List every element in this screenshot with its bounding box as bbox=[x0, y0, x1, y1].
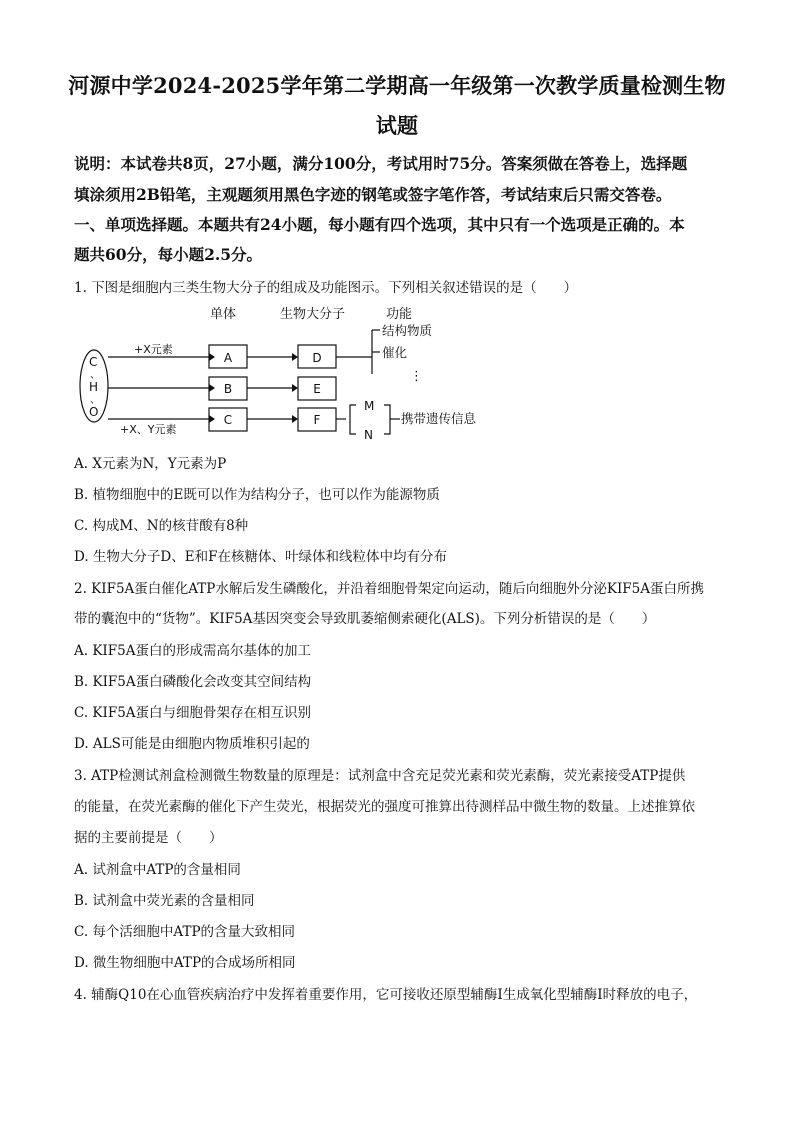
box-a-label: A bbox=[223, 351, 233, 365]
q2-option-a: A. KIF5A蛋白的形成需高尔基体的加工 bbox=[74, 643, 311, 659]
q2-option-d: D. ALS可能是由细胞内物质堆积引起的 bbox=[74, 736, 310, 752]
q3-option-d: D. 微生物细胞中ATP的合成场所相同 bbox=[74, 955, 296, 971]
element-sep1: 、 bbox=[90, 370, 100, 381]
q3-option-a: A. 试剂盒中ATP的含量相同 bbox=[74, 862, 241, 878]
q3-option-b: B. 试剂盒中荧光素的含量相同 bbox=[74, 893, 255, 909]
element-h: H bbox=[89, 380, 99, 394]
q1-option-b: B. 植物细胞中的E既可以作为结构分子，也可以作为能源物质 bbox=[74, 487, 440, 503]
label-plus-x: +X元素 bbox=[134, 343, 173, 356]
q3-option-c: C. 每个活细胞中ATP的含量大致相同 bbox=[74, 924, 296, 940]
exam-title-line2: 试题 bbox=[375, 113, 419, 138]
instructions-line2: 填涂须用2B铅笔，主观题须用黑色字迹的钢笔或签字笔作答，考试结束后只需交答卷。 bbox=[74, 185, 672, 204]
box-b-label: B bbox=[223, 382, 233, 396]
box-f-label: F bbox=[313, 413, 321, 427]
box-e-label: E bbox=[313, 382, 321, 396]
section-heading-line1: 一、单项选择题。本题共有24小题，每小题有四个选项，其中只有一个选项是正确的。本 bbox=[74, 215, 685, 234]
q2-option-c: C. KIF5A蛋白与细胞骨架存在相互识别 bbox=[74, 705, 312, 721]
q1-option-d: D. 生物大分子D、E和F在核糖体、叶绿体和线粒体中均有分布 bbox=[74, 549, 447, 565]
element-o: O bbox=[89, 405, 99, 419]
question-1-stem: 1. 下图是细胞内三类生物大分子的组成及功能图示。下列相关叙述错误的是（ ） bbox=[74, 280, 578, 296]
element-sep2: 、 bbox=[90, 395, 100, 406]
question-3-stem-line2: 的能量，在荧光素酶的催化下产生荧光，根据荧光的强度可推算出待测样品中微生物的数量。上述推算依 bbox=[74, 799, 695, 815]
function-genetic-info: 携带遗传信息 bbox=[401, 411, 477, 426]
macromolecule-diagram bbox=[74, 302, 514, 444]
header-function: 功能 bbox=[386, 307, 413, 322]
question-4-stem-line1: 4. 辅酶Q10在心血管疾病治疗中发挥着重要作用，它可接收还原型辅酶Ⅰ生成氧化型辅酶Ⅰ时释放的电子， bbox=[74, 987, 698, 1003]
box-c-label: C bbox=[223, 413, 233, 427]
instructions-line1: 说明：本试卷共8页，27小题，满分100分，考试用时75分。答案须做在答卷上，选择题 bbox=[74, 154, 688, 173]
header-macromolecule: 生物大分子 bbox=[280, 307, 346, 322]
question-2-stem-line2: 带的囊泡中的“货物”。KIF5A基因突变会导致肌萎缩侧索硬化(ALS)。下列分析错误的是（ ） bbox=[74, 611, 656, 627]
exam-title-line1: 河源中学2024-2025学年第二学期高一年级第一次教学质量检测生物 bbox=[68, 73, 726, 98]
label-plus-xy: +X、Y元素 bbox=[120, 423, 177, 436]
function-structure: 结构物质 bbox=[382, 323, 433, 338]
q1-option-c: C. 构成M、N的核苷酸有8种 bbox=[74, 518, 249, 534]
q2-option-b: B. KIF5A蛋白磷酸化会改变其空间结构 bbox=[74, 674, 312, 690]
label-n: N bbox=[364, 428, 373, 442]
q1-option-a: A. X元素为N，Y元素为P bbox=[74, 456, 227, 472]
question-3-stem-line3: 据的主要前提是（ ） bbox=[74, 830, 223, 846]
label-m: M bbox=[364, 399, 375, 413]
function-catalysis: 催化 bbox=[382, 345, 408, 360]
function-dots: ⋮ bbox=[410, 369, 423, 384]
question-2-stem-line1: 2. KIF5A蛋白催化ATP水解后发生磷酸化，并沿着细胞骨架定向运动，随后向细胞外分泌KIF5A蛋白所携 bbox=[74, 581, 705, 597]
header-monomer: 单体 bbox=[210, 307, 237, 322]
element-c: C bbox=[89, 355, 98, 369]
question-3-stem-line1: 3. ATP检测试剂盒检测微生物数量的原理是：试剂盒中含充足荧光素和荧光素酶，荧光素接受ATP提供 bbox=[74, 768, 686, 784]
box-d-label: D bbox=[312, 351, 322, 365]
section-heading-line2: 题共60分，每小题2.5分。 bbox=[74, 245, 263, 264]
